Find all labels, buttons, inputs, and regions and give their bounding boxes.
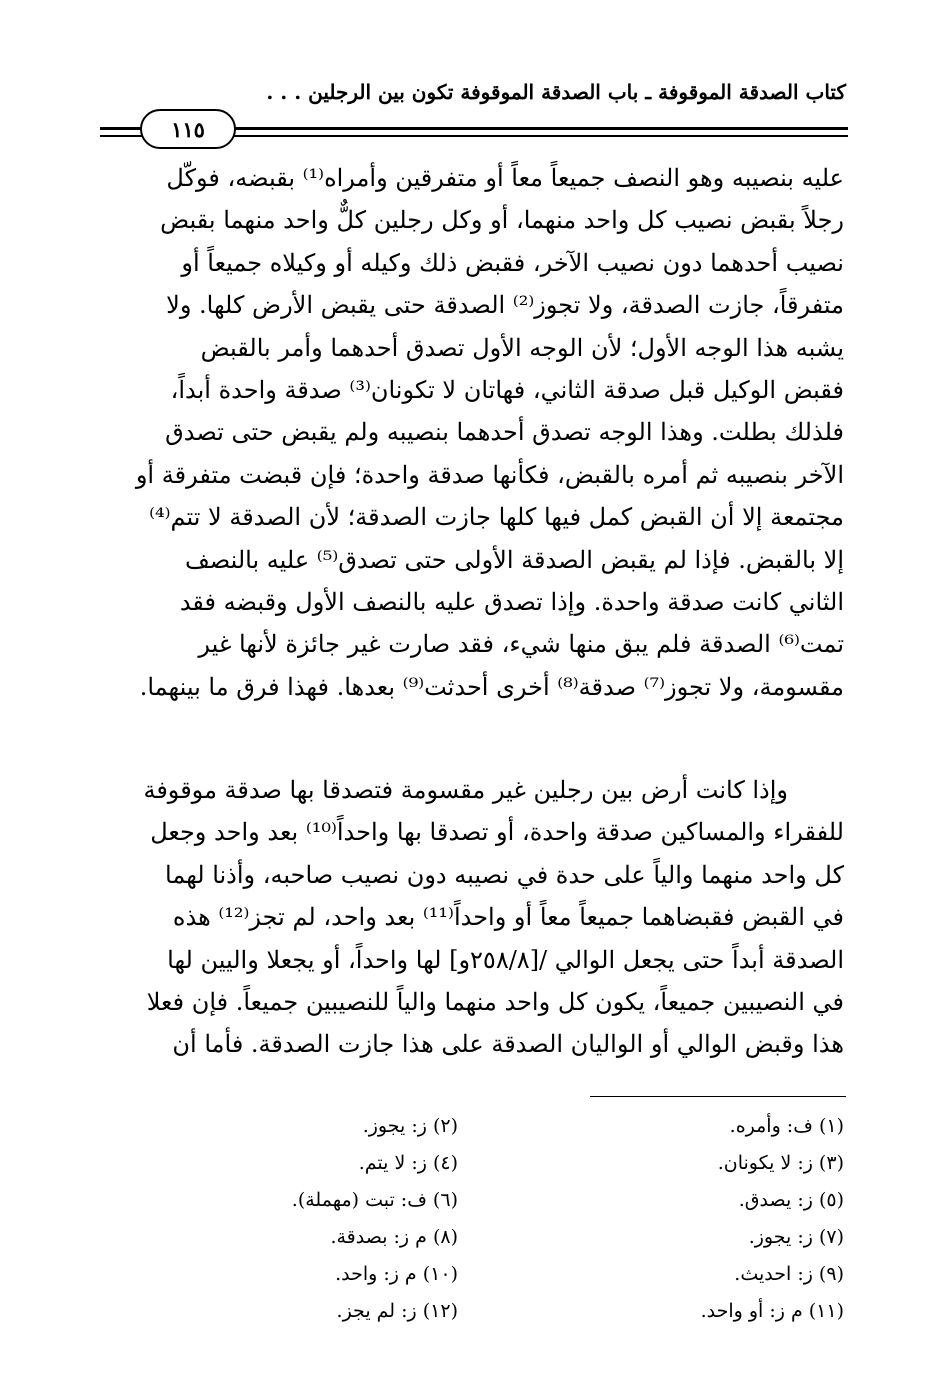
text-line: للفقراء والمساكين صدقة واحدة، أو تصدقا بها واحداً⁽¹⁰⁾ بعد واحد وجعل (150, 818, 844, 847)
footnotes-right-column (544, 1108, 844, 1330)
footnote: (٦) ف: تبت (مهملة). (291, 1189, 458, 1211)
footnote: (١٠) م ز: واحد. (335, 1263, 458, 1285)
text-line: مجتمعة إلا أن القبض كمل فيها كلها جازت الصدقة؛ لأن الصدقة لا تتم⁽⁴⁾ (149, 503, 844, 532)
text-line: عليه بنصيبه وهو النصف جميعاً معاً أو متفرقين وأمراه⁽¹⁾ بقبضه، فوكّل (166, 164, 844, 192)
footnote: (٢) ز: يجوز. (362, 1115, 458, 1137)
paragraph-2 (100, 769, 844, 1066)
text-line: فقبض الوكيل قبل صدقة الثاني، فهاتان لا تكونان⁽³⁾ صدقة واحدة أبداً، (170, 375, 844, 404)
paragraph-1 (100, 157, 844, 708)
text-line: وإذا كانت أرض بين رجلين غير مقسومة فتصدقا بها صدقة موقوفة (143, 776, 788, 804)
footnote: (١) ف: وأمره. (729, 1115, 844, 1137)
text-line: إلا بالقبض. فإذا لم يقبض الصدقة الأولى حتى تصدق⁽⁵⁾ عليه بالنصف (184, 545, 844, 574)
text-line: الصدقة أبداً حتى يجعل الوالي /[٢٥٨/٨و] لها واحداً، أو يجعلا واليين لها (167, 945, 844, 974)
text-line: تمت⁽⁶⁾ الصدقة فلم يبق منها شيء، فقد صارت غير جائزة لأنها غير (198, 630, 844, 659)
footnote: (٩) ز: احديث. (734, 1263, 844, 1285)
footnote-separator (590, 1096, 846, 1097)
text-line: فلذلك بطلت. وهذا الوجه تصدق أحدهما بنصيبه ولم يقبض حتى تصدق (165, 418, 844, 447)
text-line: رجلاً بقبض نصيب كل واحد منهما، أو وكل رجلين كلٌّ واحد منهما بقبض (160, 206, 844, 235)
footnotes-left-column (158, 1108, 458, 1330)
footnote: (٧) ز: يجوز. (748, 1226, 844, 1248)
text-line: مقسومة، ولا تجوز⁽⁷⁾ صدقة⁽⁸⁾ أخرى أحدثت⁽⁹⁾ بعدها. فهذا فرق ما بينهما. (139, 672, 844, 701)
text-line: كل واحد منهما والياً على حدة في نصيبه دون نصيب صاحبه، وأذنا لهما (165, 860, 844, 889)
footnote: (٤) ز: لا يتم. (358, 1152, 458, 1174)
text-line: يشبه هذا الوجه الأول؛ لأن الوجه الأول تصدق أحدهما وأمر بالقبض (200, 333, 844, 362)
footnote: (١٢) ز: لم يجز. (336, 1300, 458, 1322)
footnote: (٨) م ز: بصدقة. (330, 1226, 458, 1248)
text-line: في النصيبين جميعاً، يكون كل واحد منهما والياً للنصيبين جميعاً. فإن فعلا (146, 987, 844, 1016)
running-header-title: كتاب الصدقة الموقوفة ـ باب الصدقة الموقوفة تكون بين الرجلين . . . (266, 80, 846, 104)
text-line: في القبض فقبضاهما جميعاً معاً أو واحداً⁽¹¹⁾ بعد واحد، لم تجز⁽¹²⁾ هذه (172, 903, 844, 932)
text-line: الثاني كانت صدقة واحدة. وإذا تصدق عليه بالنصف الأول وقبضه فقد (179, 587, 844, 616)
text-line: هذا وقبض الوالي أو الواليان الصدقة على هذا جازت الصدقة. فأما أن (172, 1030, 844, 1059)
footnote: (٥) ز: يصدق. (738, 1189, 844, 1211)
text-line: الآخر بنصيبه ثم أمره بالقبض، فكأنها صدقة واحدة؛ فإن قبضت متفرقة أو (135, 460, 844, 489)
text-line: متفرقاً، جازت الصدقة، ولا تجوز⁽²⁾ الصدقة حتى يقبض الأرض كلها. ولا (166, 291, 844, 320)
page-number-badge: ١١٥ (140, 109, 236, 149)
footnote: (١١) م ز: أو واحد. (700, 1300, 844, 1322)
text-line: نصيب أحدهما دون نصيب الآخر، فقبض ذلك وكيله أو وكيلاه جميعاً أو (181, 248, 844, 277)
footnote: (٣) ز: لا يكونان. (717, 1152, 844, 1174)
